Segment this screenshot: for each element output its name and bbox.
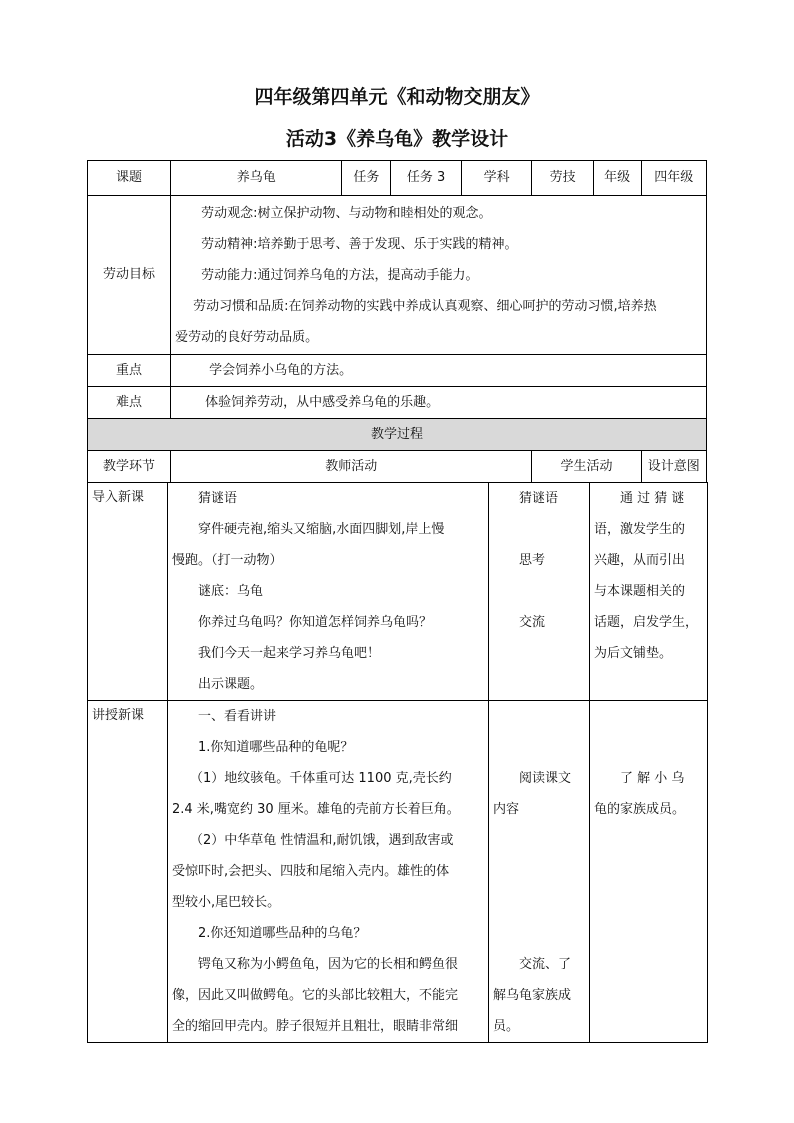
document-title: 四年级第四单元《和动物交朋友》 (254, 86, 540, 108)
text-line: 2.4 米,嘴宽约 30 厘米。雄龟的壳前方长着巨角。 (172, 802, 460, 817)
text-line: 猜谜语 (198, 491, 238, 506)
col-stage: 教学环节 (88, 451, 171, 483)
objective-item: 劳动精神:培养勤于思考、善于发现、乐于实践的精神。 (201, 236, 518, 252)
text-line: 语，激发学生的 (594, 522, 686, 537)
lesson-plan-table (87, 160, 707, 483)
text-line: 2.你还知道哪些品种的乌龟？ (198, 926, 367, 941)
text-line: （2）中华草龟 性情温和,耐饥饿，遇到敌害或 (190, 833, 454, 848)
objectives-label: 劳动目标 (88, 196, 171, 355)
text-line: 交流 (519, 615, 546, 630)
intro-student (489, 483, 590, 701)
col-teacher: 教师活动 (171, 451, 532, 483)
lecture-intent (590, 701, 708, 1043)
objective-item: 劳动观念:树立保护动物、与动物和睦相处的观念。 (201, 205, 492, 221)
text-line: 谜底：乌龟 (198, 584, 264, 599)
process-header-row (88, 419, 707, 451)
objectives-row (88, 196, 707, 355)
text-line: 1.你知道哪些品种的龟呢？ (198, 740, 354, 755)
task-value: 任务 3 (391, 161, 462, 196)
col-intent: 设计意图 (641, 451, 707, 483)
text-line: 锷龟又称为小鳄鱼龟，因为它的长相和鳄鱼很 (198, 957, 459, 972)
difficulty-row (88, 387, 707, 419)
intro-teacher (168, 483, 489, 701)
topic-label: 课题 (88, 161, 171, 196)
text-line: 你养过乌龟吗？你知道怎样饲养乌龟吗？ (198, 615, 433, 630)
subject-value: 劳技 (532, 161, 593, 196)
text-line: 我们今天一起来学习养乌龟吧！ (198, 646, 381, 661)
text-line: 话题，启发学生， (594, 615, 699, 630)
intro-row (88, 483, 708, 701)
text-line: 解乌龟家族成 (493, 988, 572, 1003)
text-line: 思考 (519, 553, 546, 568)
grade-value: 四年级 (641, 161, 707, 196)
intro-stage: 导入新课 (88, 483, 168, 701)
lecture-row (88, 701, 708, 1043)
document-subtitle: 活动3《养乌龟》教学设计 (285, 128, 509, 150)
text-line: 穿件硬壳袍,缩头又缩脑,水面四脚划,岸上慢 (198, 522, 445, 537)
text-line: 慢跑。（打一动物） (172, 553, 283, 568)
lecture-student (489, 701, 590, 1043)
col-student: 学生活动 (532, 451, 641, 483)
intro-intent (590, 483, 708, 701)
objectives-content (171, 196, 707, 355)
text-line: 与本课题相关的 (594, 584, 686, 599)
text-line: 出示课题。 (198, 677, 264, 692)
key-point-value: 学会饲养小乌龟的方法。 (171, 355, 707, 387)
text-line: 通 过 猜 谜 (620, 491, 685, 506)
text-line: （1）地纹骇龟。千体重可达 1100 克,壳长约 (190, 771, 452, 786)
column-header-row (88, 451, 707, 483)
text-line: 员。 (493, 1019, 520, 1034)
difficulty-label: 难点 (88, 387, 171, 419)
key-point-label: 重点 (88, 355, 171, 387)
difficulty-value: 体验饲养劳动，从中感受养乌龟的乐趣。 (171, 387, 707, 419)
text-line: 为后文铺垫。 (594, 646, 673, 661)
text-line: 了 解 小 乌 (620, 771, 685, 786)
process-table (87, 482, 708, 1043)
text-line: 像，因此又叫做鳄龟。它的头部比较粗大，不能完 (172, 988, 459, 1003)
text-line: 型较小,尾巴较长。 (172, 895, 281, 910)
text-line: 一、看看讲讲 (198, 709, 277, 724)
text-line: 兴趣，从而引出 (594, 553, 686, 568)
text-line: 阅读课文 (519, 771, 572, 786)
text-line: 龟的家族成员。 (594, 802, 686, 817)
objective-item: 劳动习惯和品质:在饲养动物的实践中养成认真观察、细心呵护的劳动习惯,培养热 (193, 298, 657, 314)
objective-item: 劳动能力:通过饲养乌龟的方法，提高动手能力。 (201, 267, 479, 283)
task-label: 任务 (342, 161, 391, 196)
lecture-teacher (168, 701, 489, 1043)
text-line: 内容 (493, 802, 520, 817)
topic-value: 养乌龟 (171, 161, 342, 196)
text-line: 受惊吓时,会把头、四肢和尾缩入壳内。雄性的体 (172, 864, 450, 879)
text-line: 交流、了 (519, 957, 572, 972)
text-line: 全的缩回甲壳内。脖子很短并且粗壮，眼睛非常细 (172, 1019, 459, 1034)
process-header: 教学过程 (88, 419, 707, 451)
subject-label: 学科 (461, 161, 532, 196)
info-row (88, 161, 707, 196)
key-point-row (88, 355, 707, 387)
lecture-stage: 讲授新课 (88, 701, 168, 1043)
grade-label: 年级 (593, 161, 641, 196)
objective-item: 爱劳动的良好劳动品质。 (175, 329, 319, 345)
text-line: 猜谜语 (519, 491, 559, 506)
